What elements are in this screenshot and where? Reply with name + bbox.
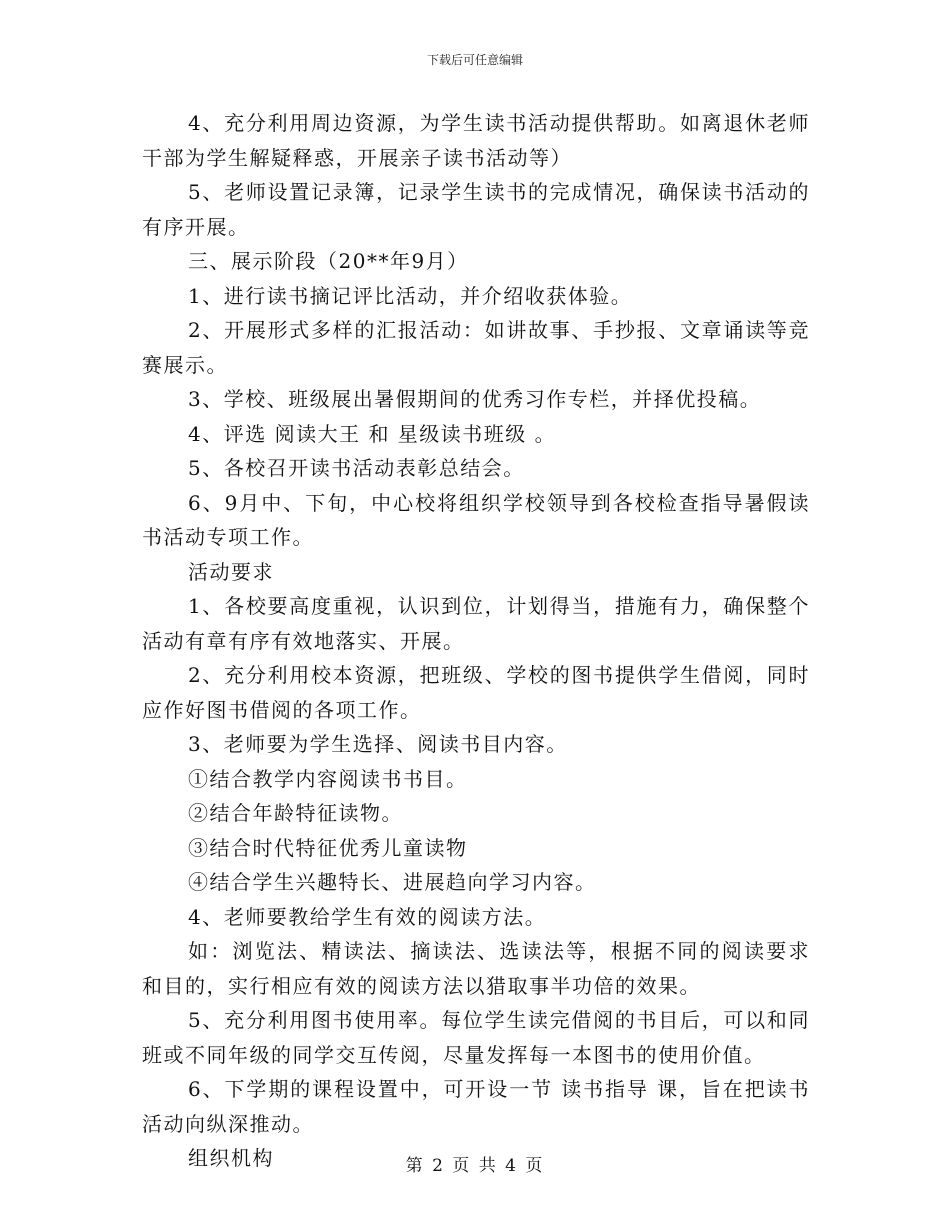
paragraph-display-1: 1、进行读书摘记评比活动，并介绍收获体验。 xyxy=(188,283,633,308)
section-heading-requirements: 活动要求 xyxy=(188,559,274,584)
paragraph-requirement-5: 5、充分利用图书使用率。每位学生读完借阅的书目后，可以和同班或不同年级的同学交互传阅，尽量发挥每一本图书的使用价值。 xyxy=(142,1008,810,1067)
paragraph-display-6: 6、9月中、下旬，中心校将组织学校领导到各校检查指导暑假读书活动专项工作。 xyxy=(142,490,810,549)
paragraph-requirement-3: 3、老师要为学生选择、阅读书目内容。 xyxy=(188,732,568,756)
paragraph-requirement-2: 2、充分利用校本资源，把班级、学校的图书提供学生借阅，同时应作好图书借阅的各项工作。 xyxy=(142,663,810,722)
paragraph-display-4: 4、评选 阅读大王 和 星级读书班级 。 xyxy=(188,421,557,446)
page-header: 下载后可任意编辑 xyxy=(426,53,523,67)
list-item-circled-2: ②结合年龄特征读物。 xyxy=(188,801,403,825)
paragraph-resources: 4、充分利用周边资源，为学生读书活动提供帮助。如离退休老师干部为学生解疑释惑，开展亲子读书活动等） xyxy=(142,111,810,170)
section-heading-display-stage: 三、展示阶段（20**年9月） xyxy=(188,249,469,273)
paragraph-requirement-4: 4、老师要教给学生有效的阅读方法。 xyxy=(188,904,547,929)
paragraph-reading-methods: 如：浏览法、精读法、摘读法、选读法等，根据不同的阅读要求和目的，实行相应有效的阅读方法以猎取事半功倍的效果。 xyxy=(142,939,810,998)
paragraph-requirement-6: 6、下学期的课程设置中，可开设一节 读书指导 课，旨在把读书活动向纵深推动。 xyxy=(142,1077,810,1136)
paragraph-display-5: 5、各校召开读书活动表彰总结会。 xyxy=(188,456,525,480)
document-body xyxy=(142,106,810,1176)
section-heading-organization: 组织机构 xyxy=(188,1146,274,1170)
paragraph-display-2: 2、开展形式多样的汇报活动：如讲故事、手抄报、文章诵读等竞赛展示。 xyxy=(142,318,810,377)
list-item-circled-1: ①结合教学内容阅读书书目。 xyxy=(188,766,468,791)
list-item-circled-4: ④结合学生兴趣特长、进展趋向学习内容。 xyxy=(188,870,597,894)
paragraph-display-3: 3、学校、班级展出暑假期间的优秀习作专栏，并择优投稿。 xyxy=(188,387,762,411)
list-item-circled-3: ③结合时代特征优秀儿童读物 xyxy=(188,835,468,860)
page-footer: 第 2 页 共 4 页 xyxy=(405,1156,545,1176)
paragraph-requirement-1: 1、各校要高度重视，认识到位，计划得当，措施有力，确保整个活动有章有序有效地落实、开展。 xyxy=(142,594,810,653)
paragraph-record-book: 5、老师设置记录簿，记录学生读书的完成情况，确保读书活动的有序开展。 xyxy=(142,180,810,239)
